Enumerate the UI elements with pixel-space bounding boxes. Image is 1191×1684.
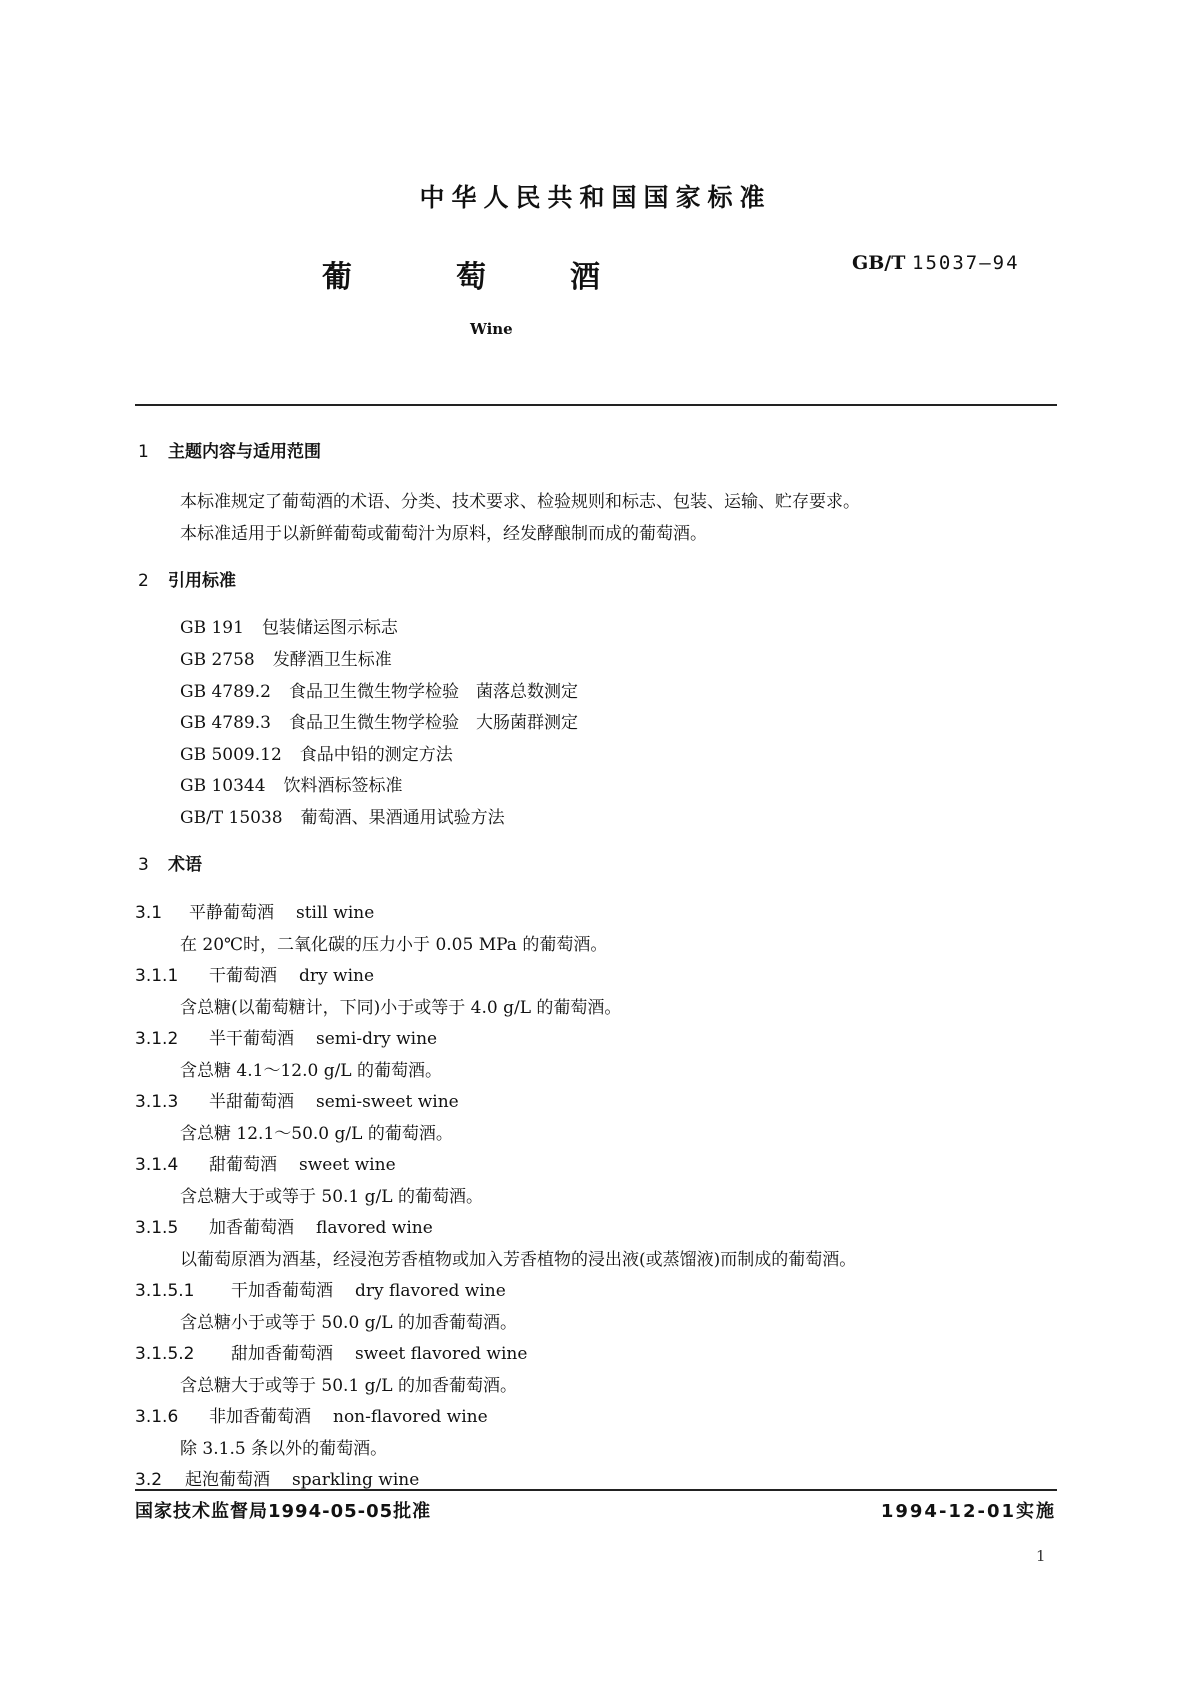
term-heading (135, 1150, 396, 1175)
term-chinese: 干加香葡萄酒 (231, 1281, 333, 1301)
national-standard-title: 中华人民共和国国家标准 (419, 183, 772, 212)
term-definition: 以葡萄原酒为酒基，经浸泡芳香植物或加入芳香植物的浸出液(或蒸馏液)而制成的葡萄酒。 (180, 1250, 857, 1270)
standard-prefix: GB/T (852, 252, 906, 274)
term-chinese: 加香葡萄酒 (209, 1218, 294, 1238)
reference-name: 包装储运图示标志 (261, 618, 398, 638)
term-english: semi-sweet wine (316, 1092, 459, 1112)
footer-rule (135, 1489, 1057, 1491)
reference-name: 食品卫生微生物学检验 菌落总数测定 (288, 682, 578, 702)
section-number: 2 (138, 571, 149, 591)
term-definition: 含总糖大于或等于 50.1 g/L 的加香葡萄酒。 (180, 1376, 517, 1396)
header-rule (135, 404, 1057, 406)
term-english: flavored wine (316, 1218, 433, 1238)
term-definition: 除 3.1.5 条以外的葡萄酒。 (180, 1439, 388, 1459)
term-english: sparkling wine (292, 1470, 420, 1490)
term-chinese: 非加香葡萄酒 (209, 1407, 311, 1427)
term-number: 3.2 (135, 1470, 163, 1490)
term-number: 3.1.5.1 (135, 1281, 195, 1301)
paragraph: 本标准适用于以新鲜葡萄或葡萄汁为原料，经发酵酿制而成的葡萄酒。 (180, 524, 707, 544)
term-number: 3.1.4 (135, 1155, 179, 1175)
term-english: still wine (296, 903, 375, 923)
term-english: sweet wine (299, 1155, 396, 1175)
section-title: 引用标准 (168, 571, 236, 591)
reference-item (180, 803, 505, 828)
term-chinese: 甜加香葡萄酒 (231, 1344, 333, 1364)
reference-item (180, 613, 398, 638)
standard-code (852, 252, 1020, 274)
reference-item (180, 677, 578, 702)
term-chinese: 平静葡萄酒 (189, 903, 274, 923)
reference-name: 发酵酒卫生标准 (272, 650, 392, 670)
english-subtitle: Wine (470, 320, 513, 338)
reference-code: GB 5009.12 (180, 745, 282, 765)
section-heading (138, 566, 236, 591)
term-english: semi-dry wine (316, 1029, 438, 1049)
term-english: dry flavored wine (355, 1281, 506, 1301)
reference-name: 食品卫生微生物学检验 大肠菌群测定 (288, 713, 578, 733)
section-number: 3 (138, 855, 149, 875)
term-heading (135, 898, 374, 923)
term-english: sweet flavored wine (355, 1344, 528, 1364)
reference-code: GB 10344 (180, 776, 266, 796)
term-heading (135, 1465, 419, 1490)
term-definition: 含总糖 4.1～12.0 g/L 的葡萄酒。 (180, 1061, 442, 1081)
section-heading (138, 437, 321, 462)
page-number: 1 (1036, 1547, 1046, 1565)
reference-item (180, 771, 403, 796)
term-definition: 含总糖 12.1～50.0 g/L 的葡萄酒。 (180, 1124, 453, 1144)
term-heading (135, 1339, 527, 1364)
term-english: non-flavored wine (333, 1407, 488, 1427)
term-number: 3.1.6 (135, 1407, 179, 1427)
term-heading (135, 1087, 459, 1112)
term-chinese: 干葡萄酒 (209, 966, 277, 986)
term-definition: 含总糖小于或等于 50.0 g/L 的加香葡萄酒。 (180, 1313, 517, 1333)
term-english: dry wine (299, 966, 375, 986)
title-char: 葡 (322, 260, 352, 295)
term-number: 3.1.2 (135, 1029, 179, 1049)
term-heading (135, 1276, 506, 1301)
term-chinese: 起泡葡萄酒 (185, 1470, 270, 1490)
section-title: 术语 (168, 855, 202, 875)
reference-name: 葡萄酒、果酒通用试验方法 (300, 808, 505, 828)
reference-item (180, 708, 578, 733)
term-number: 3.1.3 (135, 1092, 179, 1112)
reference-code: GB 4789.2 (180, 682, 271, 702)
reference-code: GB/T 15038 (180, 808, 283, 828)
approval-note: 国家技术监督局1994-05-05批准 (135, 1501, 432, 1522)
section-number: 1 (138, 442, 149, 462)
reference-code: GB 191 (180, 618, 244, 638)
standard-number: 15037—94 (912, 252, 1020, 274)
section-heading (138, 850, 202, 875)
paragraph: 本标准规定了葡萄酒的术语、分类、技术要求、检验规则和标志、包装、运输、贮存要求。 (180, 492, 860, 512)
reference-name: 饮料酒标签标准 (283, 776, 403, 796)
term-chinese: 半干葡萄酒 (209, 1029, 294, 1049)
term-chinese: 甜葡萄酒 (209, 1155, 277, 1175)
reference-name: 食品中铅的测定方法 (299, 745, 453, 765)
term-definition: 在 20℃时，二氧化碳的压力小于 0.05 MPa 的葡萄酒。 (180, 935, 608, 955)
reference-code: GB 2758 (180, 650, 255, 670)
term-heading (135, 961, 374, 986)
term-heading (135, 1213, 433, 1238)
title-char: 萄 (456, 260, 486, 295)
term-heading (135, 1024, 437, 1049)
reference-item (180, 645, 392, 670)
section-title: 主题内容与适用范围 (168, 442, 321, 462)
term-heading (135, 1402, 488, 1427)
term-number: 3.1.1 (135, 966, 179, 986)
reference-item (180, 740, 453, 765)
term-definition: 含总糖大于或等于 50.1 g/L 的葡萄酒。 (180, 1187, 483, 1207)
reference-code: GB 4789.3 (180, 713, 271, 733)
implementation-date: 1994-12-01实施 (880, 1501, 1056, 1522)
term-definition: 含总糖(以葡萄糖计，下同)小于或等于 4.0 g/L 的葡萄酒。 (180, 998, 622, 1018)
term-chinese: 半甜葡萄酒 (209, 1092, 294, 1112)
term-number: 3.1 (135, 903, 163, 923)
term-number: 3.1.5.2 (135, 1344, 195, 1364)
title-char: 酒 (570, 260, 600, 295)
term-number: 3.1.5 (135, 1218, 179, 1238)
